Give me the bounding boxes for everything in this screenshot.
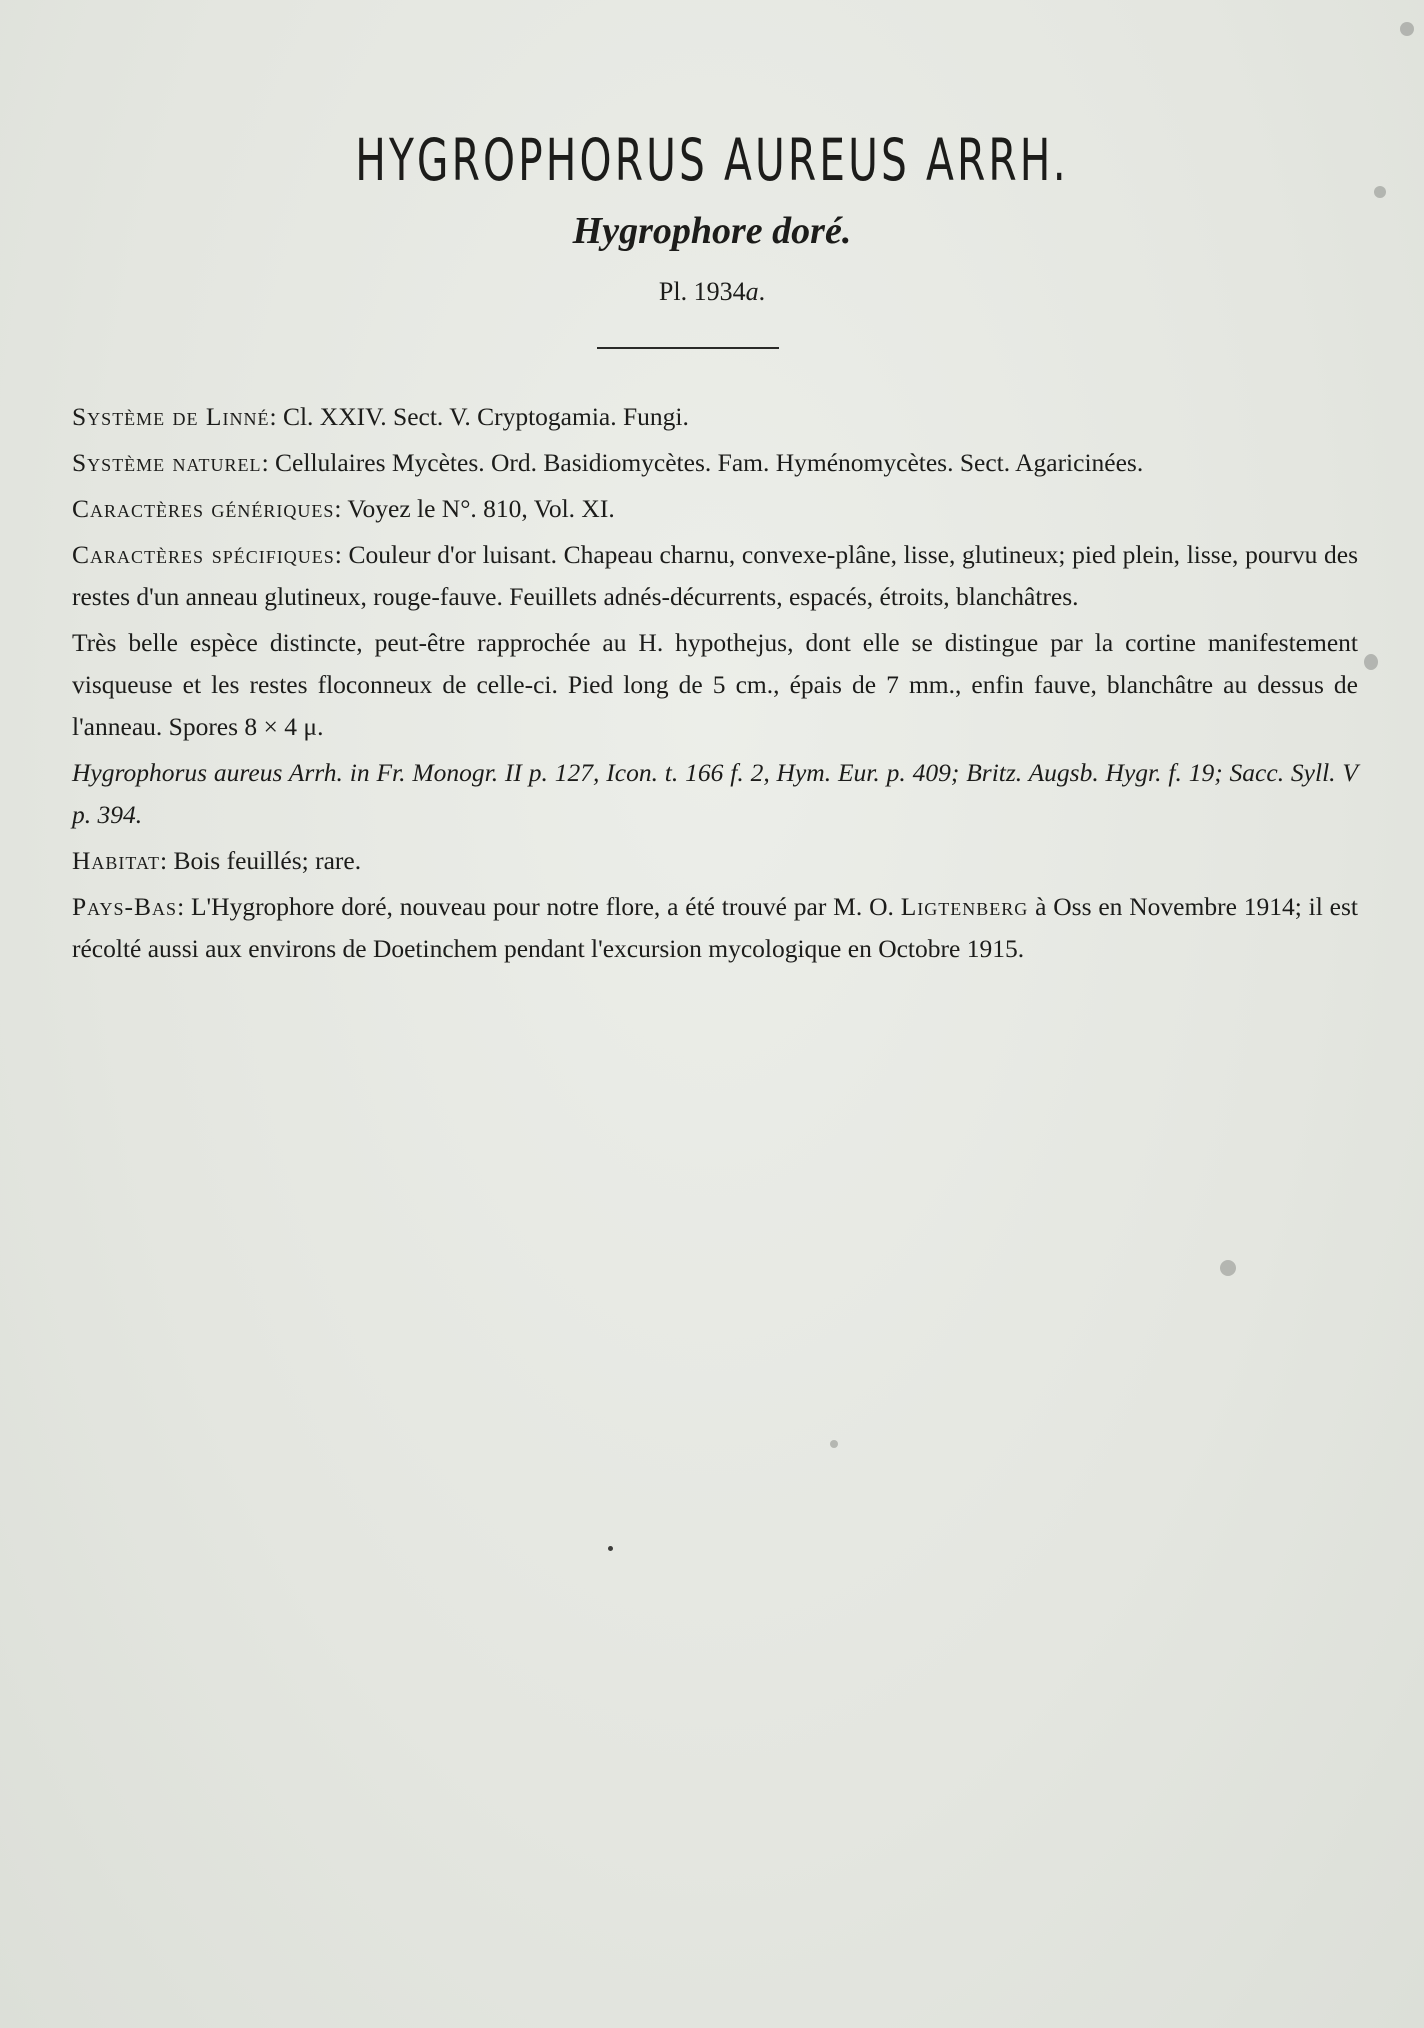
plate-number [0, 276, 1424, 308]
bibliographic-references: Hygrophorus aureus Arrh. in Fr. Monogr. II p. 127, Icon. t. 166 f. 2, Hym. Eur. p. 409; Britz. Augsb. Hygr. f. 19; Sacc. Syll. V p. 394. [72, 758, 1358, 829]
document-body [72, 396, 1358, 970]
plate-prefix: Pl. 1934 [658, 277, 746, 306]
entry-text: Couleur d'or luisant. Chapeau charnu, convexe-plâne, lisse, glutineux; pied plein, lisse, pourvu des restes d'un anneau glutineux, rouge-fauve. Feuillets adnés-décurrents, espacés, étroits, blanchâtres. [72, 540, 1358, 611]
habitat-label: Habitat [72, 846, 160, 875]
pays-bas-label: Pays-Bas [72, 892, 178, 921]
entry-separator: : [334, 494, 348, 523]
entry-text: Cellulaires Mycètes. Ord. Basidiomycètes. Fam. Hyménomycètes. Sect. Agaricinées. [275, 448, 1144, 477]
entry-label: Système de Linné [72, 402, 270, 431]
entry-separator: : [269, 402, 283, 431]
species-title: HYGROPHORUS AUREUS ARRH. [355, 126, 1069, 194]
plate-end: . [758, 277, 766, 306]
entry-separator: : [261, 448, 276, 477]
entry-natural-system [72, 442, 1358, 484]
title-divider [597, 347, 779, 349]
collector-name: Ligtenberg [900, 892, 1029, 921]
plate-suffix: a [745, 277, 759, 306]
entry-text: Voyez le N°. 810, Vol. XI. [347, 494, 615, 523]
pays-bas-text-after: à Oss en Novembre 1914; il est récolté aussi aux environs de Doetinchem pendant l'excursion mycologique en Octobre 1915. [72, 892, 1358, 963]
habitat-text: Bois feuillés; rare. [173, 846, 362, 875]
entry-generic-characters [72, 488, 1358, 530]
species-description: Très belle espèce distincte, peut-être rapprochée au H. hypothejus, dont elle se distingue par la cortine manifestement visqueuse et les restes floconneux de celle-ci. Pied long de 5 cm., épais de 7 mm., enfin fauve, blanchâtre au dessus de l'anneau. Spores 8 × 4 μ. [72, 628, 1358, 741]
entry-separator: : [334, 540, 349, 569]
entry-specific-characters [72, 534, 1358, 618]
entry-label: Caractères génériques [72, 494, 335, 523]
species-common-name: Hygrophore doré. [572, 210, 852, 252]
entry-label: Caractères spécifiques [72, 540, 335, 569]
entry-pays-bas [72, 886, 1358, 970]
entry-habitat [72, 840, 1358, 882]
pays-bas-text-before: L'Hygrophore doré, nouveau pour notre flore, a été trouvé par M. O. [190, 892, 901, 921]
entry-separator: : [177, 892, 191, 921]
entry-separator: : [159, 846, 174, 875]
entry-label: Système naturel [72, 448, 262, 477]
entry-linnaeus [72, 396, 1358, 438]
entry-text: Cl. XXIV. Sect. V. Cryptogamia. Fungi. [282, 402, 689, 431]
